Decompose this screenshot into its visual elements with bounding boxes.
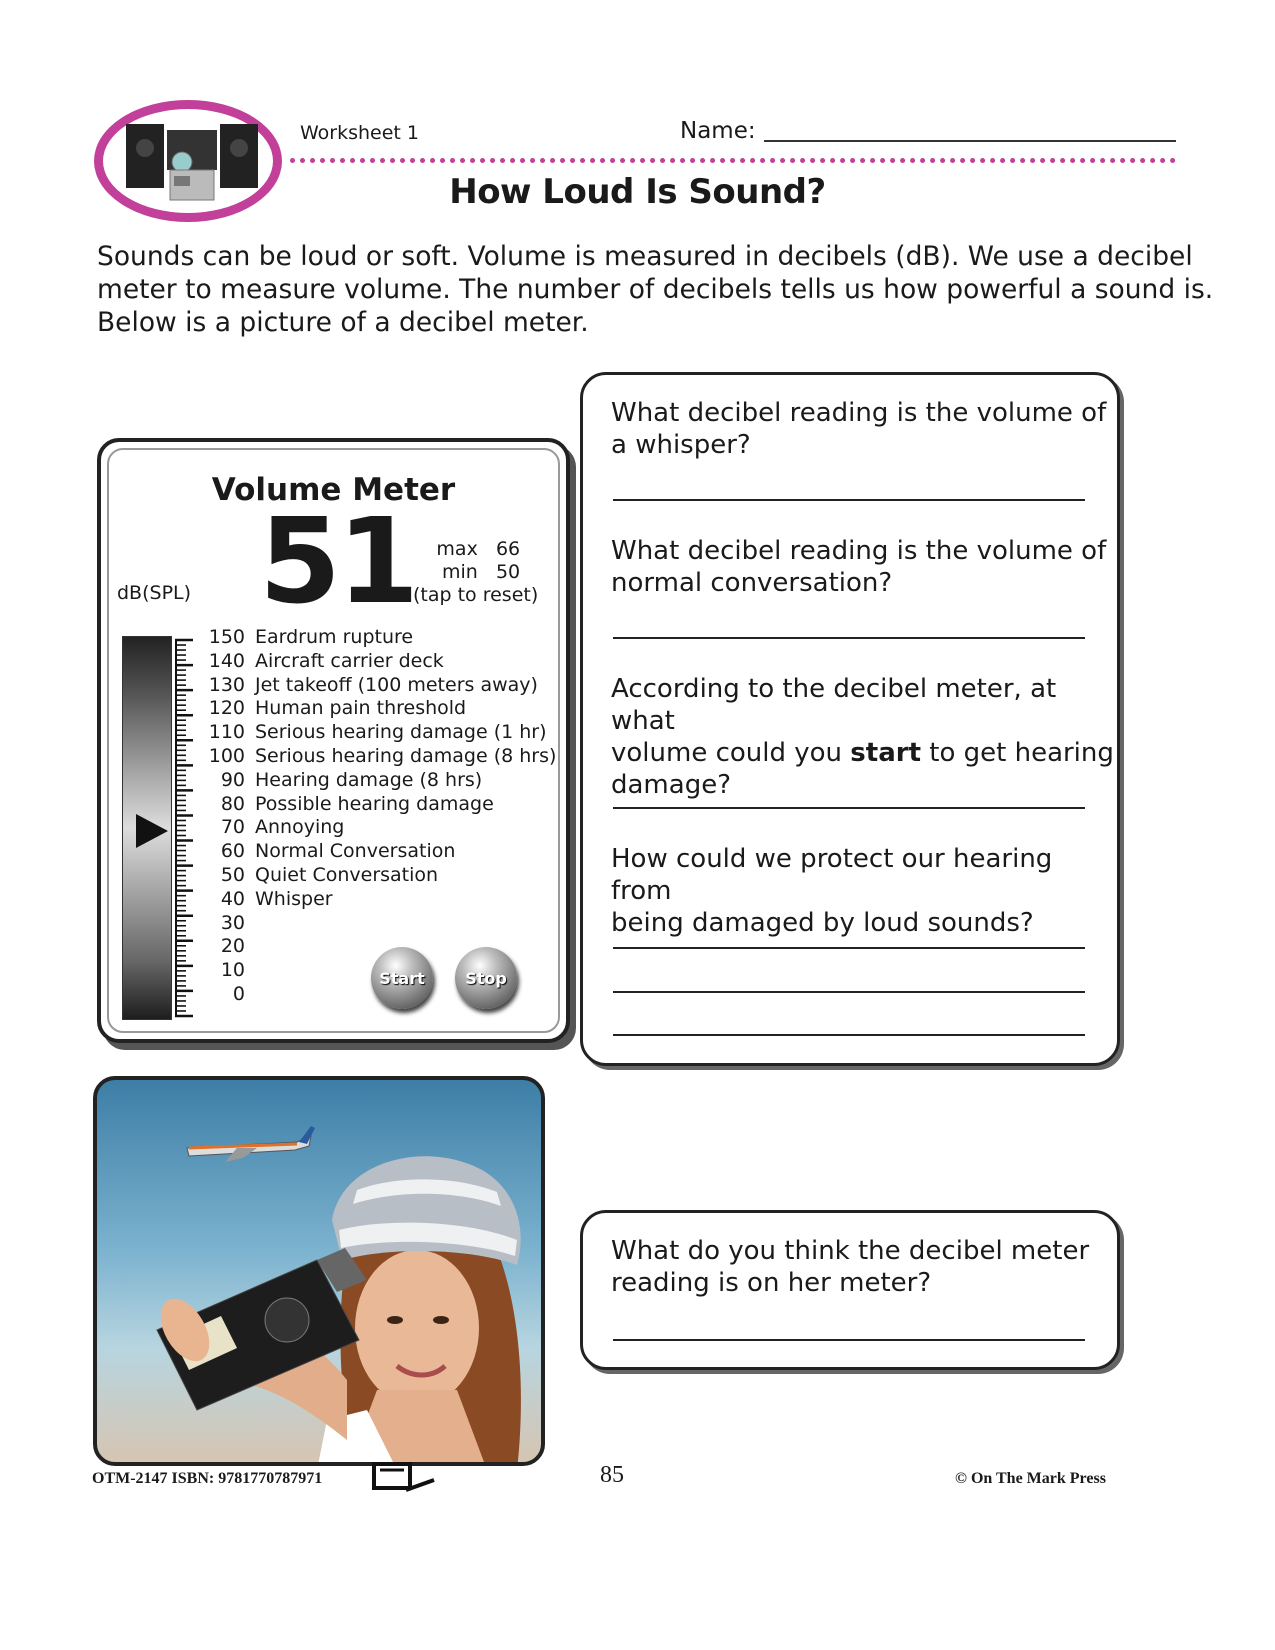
intro-line: meter to measure volume. The number of decibels tells us how powerful a sound is. [97,274,1214,305]
answer-line-4c[interactable] [613,1034,1085,1036]
min-value: 50 [495,561,521,583]
scale-label: Serious hearing damage (8 hrs) [255,745,557,767]
intro-line: Below is a picture of a decibel meter. [97,307,589,338]
girl-with-meter-photo [93,1076,545,1466]
reset-hint: (tap to reset) [413,584,539,606]
emphasis-start: start [850,738,921,768]
answer-line-2[interactable] [613,637,1085,639]
scale-value: 40 [220,887,245,910]
scale-label: Aircraft carrier deck [255,649,444,672]
scale-value: 110 [208,721,245,744]
name-label: Name: [680,118,756,144]
scale-value: 70 [220,816,245,839]
answer-line-4b[interactable] [613,991,1085,993]
answer-line-1[interactable] [613,499,1085,501]
scale-value: 150 [208,626,245,648]
scale-value: 80 [220,792,245,815]
question-5: What do you think the decibel meter reading is on her meter? [611,1236,1090,1298]
header-divider [290,158,1176,163]
scale-value: 130 [208,673,245,696]
scale-label: Jet takeoff (100 meters away) [255,673,538,696]
scale-label: Annoying [255,816,345,839]
volume-meter-panel [97,438,570,1043]
scale-label: Normal Conversation [255,840,456,863]
scale-value: 0 [232,983,245,1005]
level-pointer-icon [136,814,168,848]
scale-value: 10 [220,959,245,982]
intro-line: Sounds can be loud or soft. Volume is measured in decibels (dB). We use a decibel [97,241,1193,272]
scale-value: 30 [220,911,245,934]
scale-label: Possible hearing damage [255,792,494,815]
meter-unit: dB(SPL) [117,582,192,604]
scale-value: 120 [208,697,245,720]
page-title: How Loud Is Sound? [449,172,826,212]
stop-button[interactable]: Stop [455,947,517,1009]
page-number: 85 [600,1462,624,1488]
scale-value: 90 [220,768,245,791]
gauge-tick-marks [175,638,195,1018]
max-label: max [436,538,478,560]
question-4: How could we protect our hearing from being damaged by loud sounds? [611,844,1053,938]
worksheet-label: Worksheet 1 [300,122,420,144]
scale-label: Eardrum rupture [255,626,414,648]
question-2: What decibel reading is the volume of normal conversation? [611,536,1107,598]
scale-value: 100 [208,745,245,767]
airplane-icon [187,1126,315,1162]
scale-value: 60 [220,840,245,863]
scale-label: Whisper [255,887,333,910]
start-button[interactable]: Start [371,947,433,1009]
answer-line-4a[interactable] [613,947,1085,949]
intro-paragraph [97,240,1214,339]
copyright: © On The Mark Press [955,1470,1106,1487]
footer-code: OTM-2147 ISBN: 9781770787971 [92,1470,323,1487]
answer-line-3[interactable] [613,807,1085,809]
scale-label: Hearing damage (8 hrs) [255,768,483,791]
answer-line-5[interactable] [613,1339,1085,1341]
question-1: What decibel reading is the volume of a whisper? [611,398,1107,460]
scale-value: 50 [220,864,245,886]
name-input-line[interactable] [764,140,1176,142]
scale-label: Serious hearing damage (1 hr) [255,721,547,744]
max-value: 66 [495,538,521,560]
scale-value: 140 [208,649,245,672]
scale-value: 20 [220,935,245,958]
photo-question-box [580,1210,1120,1370]
min-label: min [441,561,478,583]
questions-box [580,372,1120,1066]
scale-label: Quiet Conversation [255,864,439,886]
max-min-readout[interactable] [413,538,538,607]
meter-title: Volume Meter [211,472,456,508]
book-stand-icon [370,1460,440,1494]
meter-reading: 51 [259,492,416,630]
question-3: According to the decibel meter, at what volume could you start to get hearing damage? [611,674,1114,800]
scale-label: Human pain threshold [255,697,467,720]
